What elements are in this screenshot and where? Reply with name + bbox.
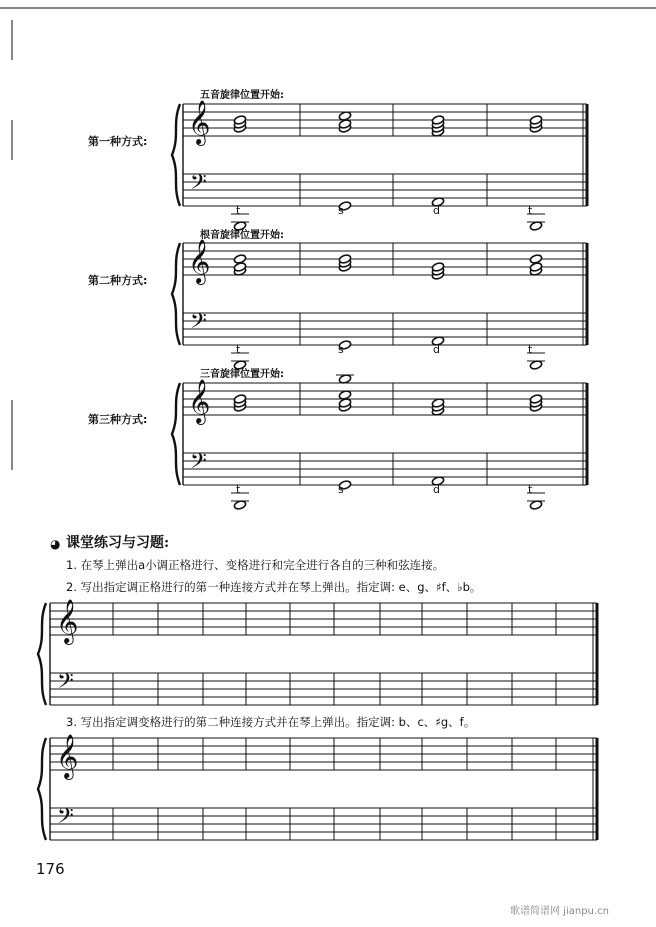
treble-clef-icon: 𝄞 [56, 734, 79, 778]
function-label: t [236, 483, 241, 496]
function-label: t [236, 204, 241, 217]
brace [172, 104, 180, 206]
whole-note [529, 254, 542, 264]
bass-clef-icon: 𝄢 [190, 170, 207, 200]
function-label: t [236, 343, 241, 356]
whole-note [233, 254, 246, 264]
example-1-caption: 五音旋律位置开始: [200, 90, 284, 101]
treble-clef-icon: 𝄞 [188, 100, 211, 144]
brace [38, 603, 46, 705]
example-2-caption: 根音旋律位置开始: [200, 230, 284, 241]
function-label: d [433, 204, 440, 217]
function-label: d [433, 483, 440, 496]
exercise-item: 2. 写出指定调正格进行的第一种连接方式并在琴上弹出。指定调: e、g、♯f、♭b。 [66, 580, 482, 594]
treble-clef-icon: 𝄞 [188, 239, 211, 283]
example-2-mode-label: 第二种方式: [88, 274, 148, 287]
exercise-item: 3. 写出指定调变格进行的第二种连接方式并在琴上弹出。指定调: b、c、♯g、f。 [66, 715, 476, 729]
function-label: s [338, 343, 344, 356]
function-label: s [338, 483, 344, 496]
function-label: d [433, 343, 440, 356]
exercise-item: 1. 在琴上弹出a小调正格进行、变格进行和完全进行各自的三种和弦连接。 [66, 558, 445, 572]
treble-clef-icon: 𝄞 [56, 599, 79, 643]
example-3-mode-label: 第三种方式: [88, 413, 148, 426]
bass-clef-icon: 𝄢 [57, 669, 74, 699]
brace [38, 738, 46, 840]
treble-clef-icon: 𝄞 [188, 379, 211, 423]
bass-clef-icon: 𝄢 [190, 309, 207, 339]
function-label: t [528, 343, 533, 356]
page-number: 176 [36, 860, 65, 878]
function-label: s [338, 204, 344, 217]
bass-clef-icon: 𝄢 [57, 804, 74, 834]
example-3-caption: 三音旋律位置开始: [200, 369, 284, 380]
bass-clef-icon: 𝄢 [190, 449, 207, 479]
function-label: t [528, 204, 533, 217]
example-1-mode-label: 第一种方式: [88, 135, 148, 148]
brace [172, 243, 180, 345]
function-label: t [528, 483, 533, 496]
watermark: 歌谱简谱网 jianpu.cn [510, 906, 609, 917]
bullet-icon: ◕ [50, 537, 61, 551]
exercises-heading: 课堂练习与习题: [66, 535, 170, 551]
brace [172, 383, 180, 485]
